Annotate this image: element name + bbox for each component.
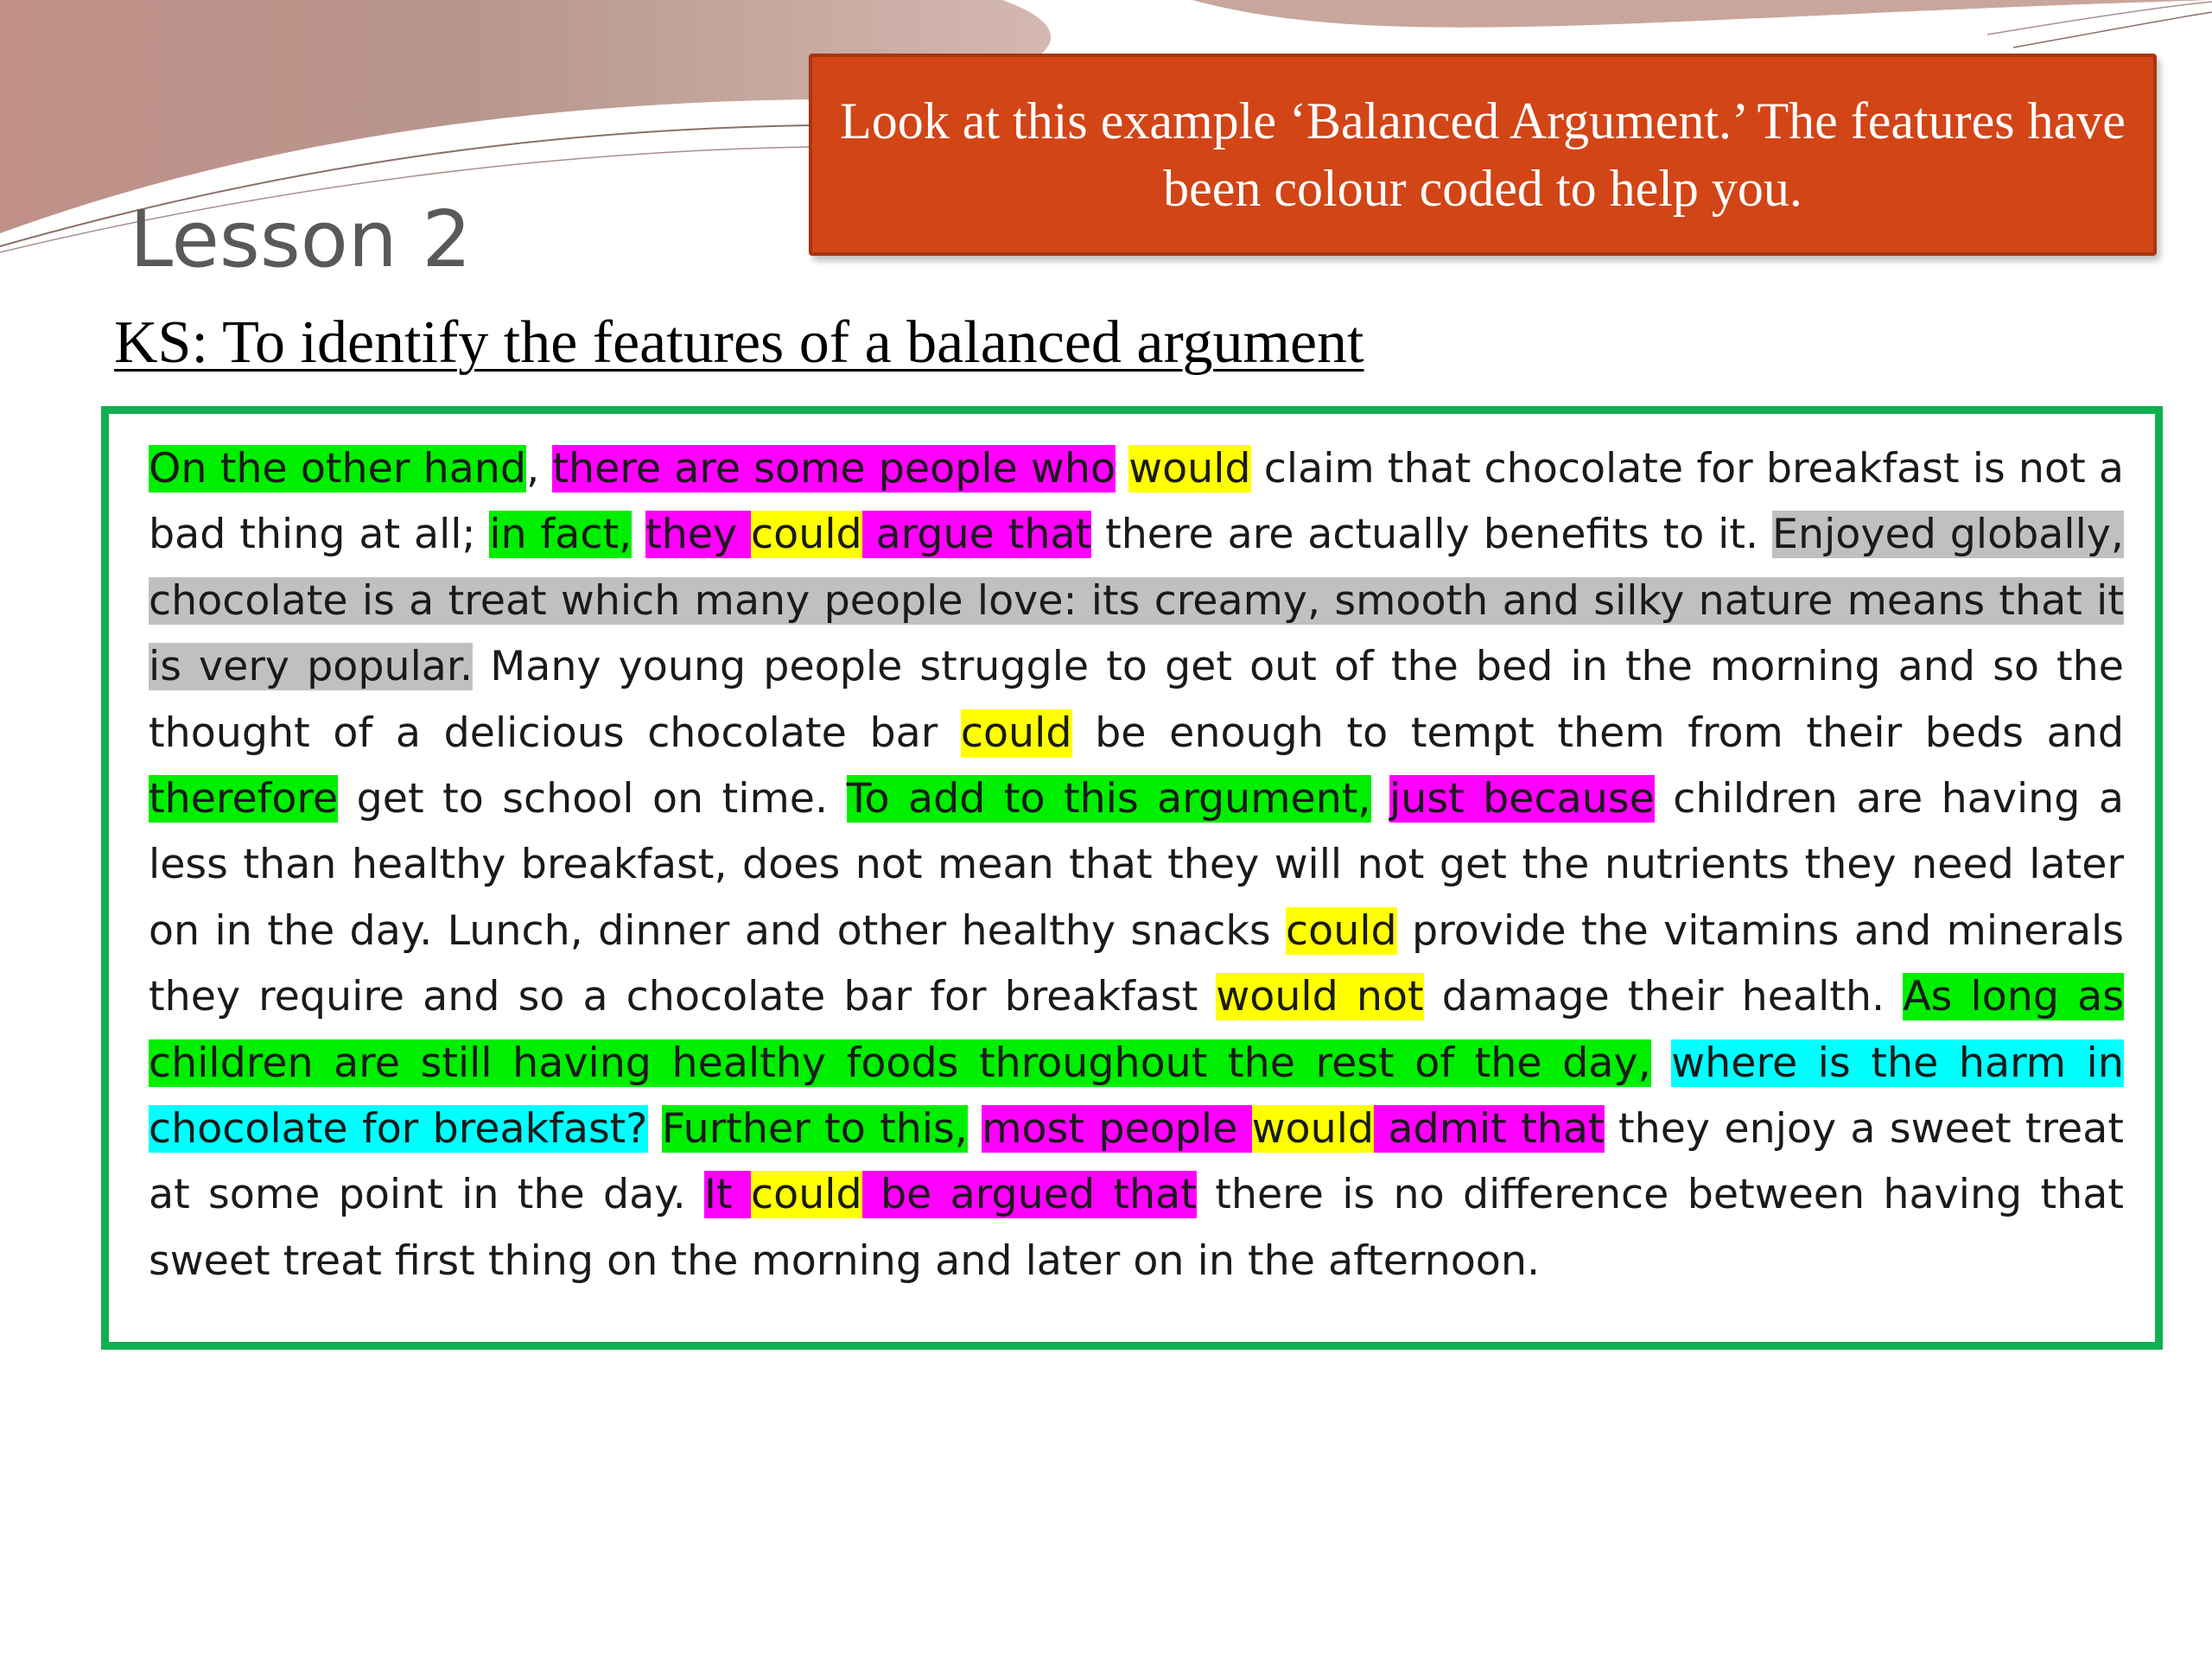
highlight-green: On the other hand: [149, 445, 527, 493]
text-run: claim that chocolate for breakfast is not a bad thing at all;: [149, 445, 2125, 559]
text-run: they enjoy a sweet treat at some point in the day.: [149, 1105, 2124, 1219]
highlight-pink: they: [645, 511, 752, 559]
text-run: there is no difference between having that sweet treat first thing on the morning and later on in the afternoon.: [149, 1171, 2124, 1285]
text-run: [1651, 1039, 1672, 1087]
highlight-green: As long as children are still having healthy foods throughout the rest of the day,: [149, 973, 2124, 1087]
text-run: be enough to tempt them from their beds and: [1071, 709, 2125, 757]
instruction-box: [809, 54, 2157, 256]
text-run: [632, 511, 645, 558]
example-paragraph: [149, 436, 2124, 1294]
highlight-green: Further to this,: [661, 1105, 968, 1154]
text-run: [968, 1105, 982, 1153]
highlight-yellow: would: [1128, 445, 1251, 493]
example-text-box: [101, 406, 2163, 1350]
highlight-grey: Enjoyed globally, chocolate is a treat which many people love: its creamy, smooth and silky nature means that it is very popular.: [149, 511, 2124, 691]
highlight-green: To add to this argument,: [846, 775, 1371, 823]
highlight-pink: there are some people who: [552, 445, 1116, 493]
highlight-green: therefore: [149, 775, 339, 823]
highlight-cyan: where is the harm in chocolate for breakfast?: [149, 1039, 2124, 1154]
text-run: [1116, 445, 1128, 493]
text-run: [1371, 775, 1389, 823]
text-run: [648, 1105, 662, 1153]
lesson-title: Lesson 2: [130, 194, 472, 285]
highlight-pink: most people: [982, 1105, 1252, 1154]
text-run: ,: [526, 445, 553, 493]
text-run: provide the vitamins and minerals they require and so a chocolate bar for breakfast: [149, 906, 2124, 1021]
highlight-yellow: could: [1286, 906, 1397, 955]
learning-objective: KS: To identify the features of a balanced argument: [114, 309, 1364, 376]
highlight-yellow: could: [751, 1171, 862, 1219]
highlight-yellow: could: [751, 511, 862, 559]
highlight-pink: admit that: [1374, 1105, 1605, 1154]
highlight-green: in fact,: [489, 511, 632, 559]
highlight-yellow: could: [960, 709, 1072, 757]
text-run: children are having a less than healthy breakfast, does not mean that they will not get the nutrients they need later on in the day. Lunch, dinner and other healthy snacks: [149, 775, 2124, 955]
highlight-pink: argue that: [861, 511, 1092, 559]
instruction-text: Look at this example ‘Balanced Argument.’ The features have been colour coded to help you.: [840, 92, 2126, 217]
text-run: get to school on time.: [338, 775, 847, 823]
highlight-pink: just because: [1389, 775, 1655, 823]
text-run: there are actually benefits to it.: [1091, 511, 1772, 559]
highlight-pink: be argued that: [861, 1171, 1197, 1219]
highlight-pink: It: [704, 1171, 752, 1219]
highlight-yellow: would: [1251, 1105, 1375, 1154]
highlight-yellow: would not: [1216, 973, 1424, 1021]
text-run: damage their health.: [1423, 973, 1904, 1021]
text-run: Many young people struggle to get out of the bed in the morning and so the thought of a delicious chocolate bar: [149, 643, 2124, 757]
